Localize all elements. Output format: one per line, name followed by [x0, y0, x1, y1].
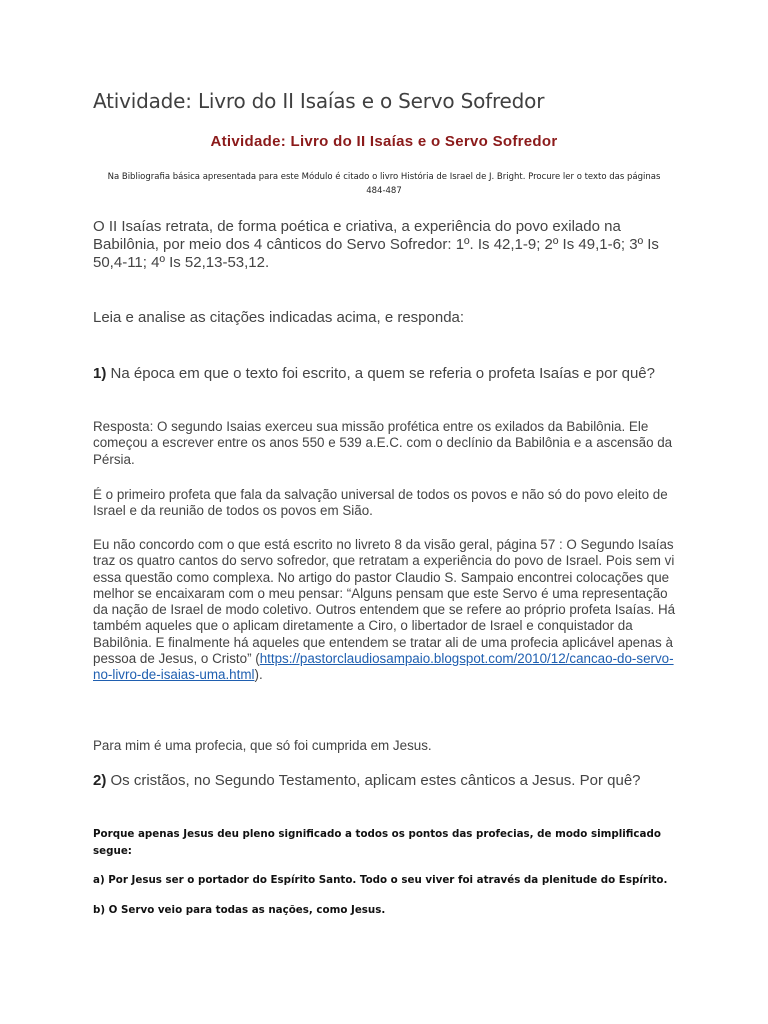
answer-2-item-b: b) O Servo veio para todas as nações, como Jesus.: [93, 904, 386, 916]
answer-1-quote-text: Eu não concordo com o que está escrito no livreto 8 da visão geral, página 57 : O Segundo Isaías traz os quatro cantos do servo sofredor, que retratam a experiência do povo de Israel. Pois sem vi essa questão como complexa. No artigo do pastor Claudio S. Sampaio encontrei colocações que melhor se encaixaram com o meu pensar: “Alguns pensam que este Servo é uma representação da nação de Israel de modo coletivo. Outros entendem que se refere ao próprio profeta Isaías. Há também aqueles que o aplicam diretamente a Ciro, o libertador de Israel e conquistador da Babilônia. E finalmente há aqueles que entendem se tratar ali de uma profecia aplicável apenas à pessoa de Jesus, o Cristo” (: [93, 537, 676, 667]
answer-2-item-a: a) Por Jesus ser o portador do Espírito Santo. Todo o seu viver foi através da plenitude do Espírito.: [93, 874, 668, 886]
instruction-paragraph: Leia e analise as citações indicadas acima, e responda:: [93, 309, 465, 326]
question-2-number: 2): [93, 772, 107, 789]
bibliography-note: Na Bibliografia básica apresentada para este Módulo é citado o livro História de Israel de J. Bright. Procure ler o texto das páginas 484-487: [107, 172, 661, 196]
question-1-text: Na época em que o texto foi escrito, a quem se referia o profeta Isaías e por quê?: [106, 365, 655, 382]
source-link[interactable]: https://pastorclaudiosampaio.blogspot.com/2010/12/cancao-do-servo-no-livro-de-isaias-uma.html: [93, 651, 674, 683]
answer-1-quote-end: ).: [254, 667, 263, 683]
question-2-text: Os cristãos, no Segundo Testamento, aplicam estes cânticos a Jesus. Por quê?: [106, 772, 641, 789]
question-2: [93, 772, 683, 790]
answer-1-paragraph-4: Para mim é uma profecia, que só foi cumprida em Jesus.: [93, 738, 432, 753]
question-1: [93, 365, 683, 383]
answer-1-paragraph-3: [93, 537, 678, 684]
document-title: Atividade: Livro do II Isaías e o Servo Sofredor: [93, 89, 545, 113]
answer-1-paragraph-1: Resposta: O segundo Isaias exerceu sua missão profética entre os exilados da Babilônia. Ele começou a escrever entre os anos 550 e 539 a.E.C. com o declínio da Babilônia e a ascensão da Pérsia.: [93, 419, 673, 467]
activity-subtitle: Atividade: Livro do II Isaías e o Servo Sofredor: [210, 133, 558, 150]
question-1-number: 1): [93, 365, 107, 382]
answer-2-intro: Porque apenas Jesus deu pleno significado a todos os pontos das profecias, de modo simplificado segue:: [93, 828, 661, 857]
intro-paragraph: O II Isaías retrata, de forma poética e criativa, a experiência do povo exilado na Babilônia, por meio dos 4 cânticos do Servo Sofredor: 1º. Is 42,1-9; 2º Is 49,1-6; 3º Is 50,4-11; 4º Is 52,13-53,12.: [93, 218, 659, 271]
answer-1-paragraph-2: É o primeiro profeta que fala da salvação universal de todos os povos e não só do povo eleito de Israel e da reunião de todos os povos em Sião.: [93, 487, 668, 519]
